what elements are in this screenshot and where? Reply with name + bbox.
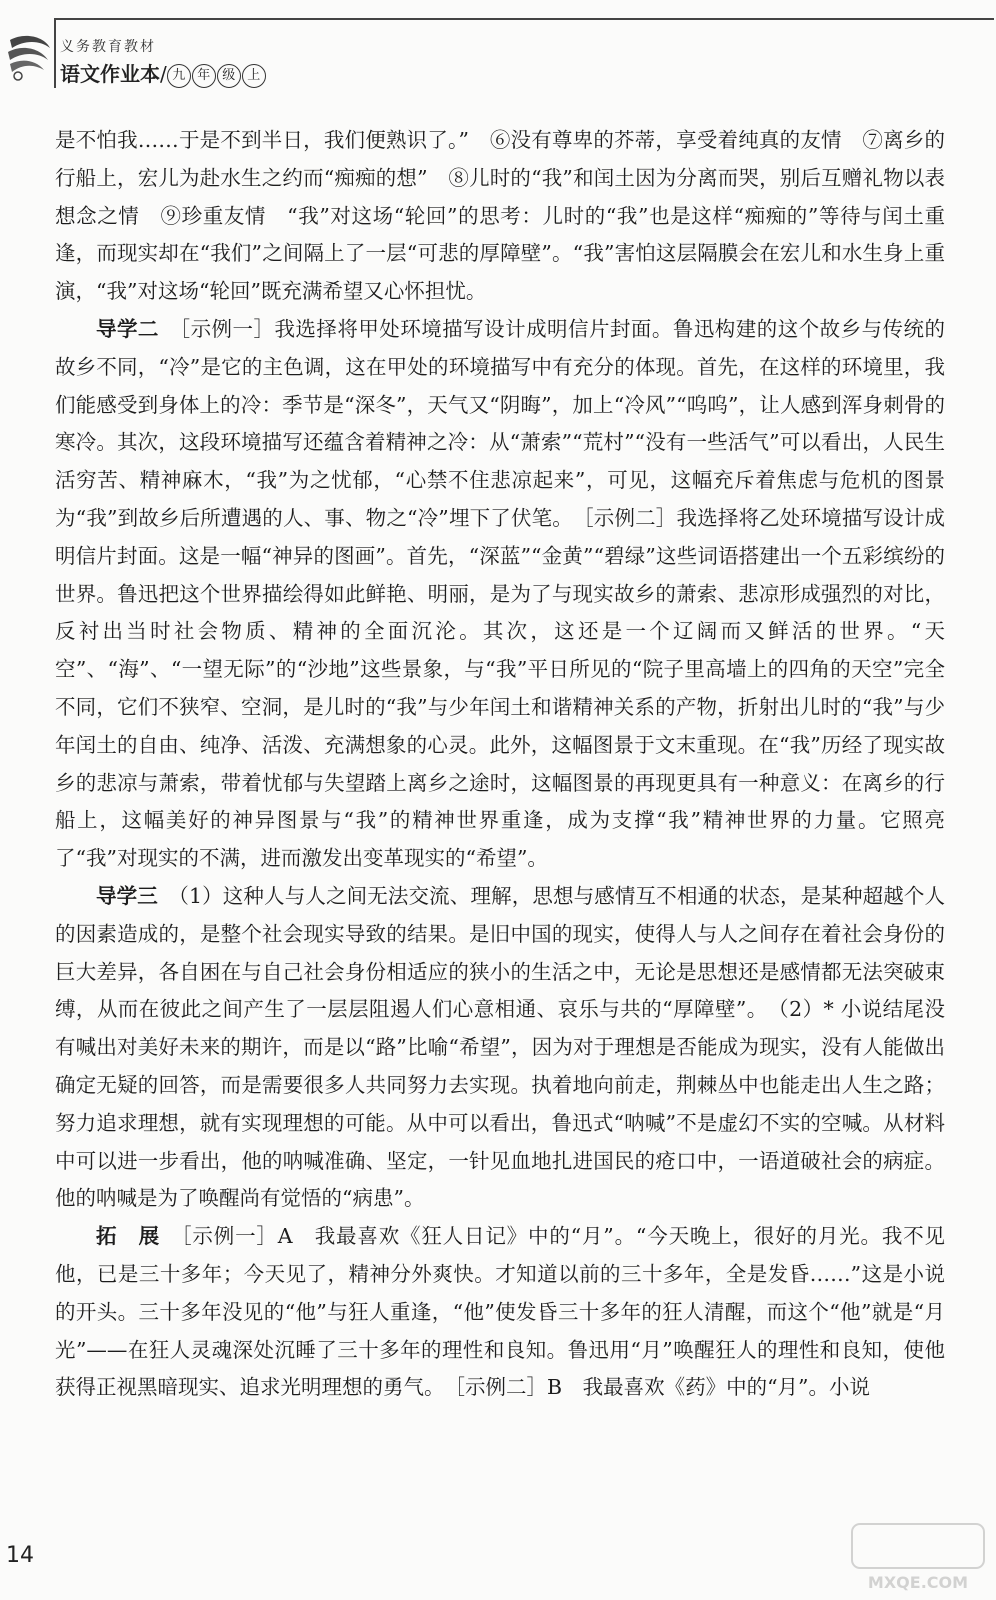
paragraph-extension <box>55 1218 945 1407</box>
series-title: 义务教育教材 <box>60 39 156 55</box>
paragraph-text: （1）这种人与人之间无法交流、理解，思想与感情互不相通的状态，是某种超越个人的因素造成的，是整个社会现实导致的结果。是旧中国的现实，使得人与人之间存在着社会身份的巨大差异，各自困在与自己社会身份相适应的狭小的生活之中，无论是思想还是感情都无法突破束缚，从而在彼此之间产生了一层层阻遏人们心意相通、哀乐与共的“厚障壁”。 （2）* 小说结尾没有喊出对美好未来的期许，而是以“路”比喻“希望”，因为对于理想是否能成为现实，没有人能做出确定无疑的回答，而是需要很多人共同努力去实现。执着地向前走，荆棘丛中也能走出人生之路；努力追求理想，就有实现理想的可能。从中可以看出，鲁迅式“呐喊”不是虚幻不实的空喊。从材料中可以进一步看出，他的呐喊准确、坚定，一针见血地扎进国民的疮口中，一语道破社会的病症。他的呐喊是为了唤醒尚有觉悟的“病患”。 <box>55 883 945 1211</box>
page-header <box>0 0 996 118</box>
grade-char: 上 <box>242 64 266 88</box>
page-number: 14 <box>6 1543 34 1568</box>
grade-char: 级 <box>217 64 241 88</box>
section-label: 导学三 <box>96 883 158 908</box>
grade-char: 九 <box>167 64 191 88</box>
paragraph-text: 是不怕我……于是不到半日，我们便熟识了。” ⑥没有尊卑的芥蒂，享受着纯真的友情 ⑦离乡的行船上，宏儿为赴水生之约而“痴痴的想” ⑧儿时的“我”和闰土因为分离而哭，别后互赠礼物以表想念之情 ⑨珍重友情 “我”对这场“轮回”的思考：儿时的“我”也是这样“痴痴的”等待与闰土重逢，而现实却在“我们”之间隔上了一层“可悲的厚障壁”。“我”害怕这层隔膜会在宏儿和水生身上重演，“我”对这场“轮回”既充满希望又心怀担忧。 <box>55 128 945 304</box>
publisher-logo-icon <box>4 30 56 86</box>
book-name: 语文作业本 <box>60 62 160 86</box>
paragraph-text: ［示例一］我选择将甲处环境描写设计成明信片封面。鲁迅构建的这个故乡与传统的故乡不同，“冷”是它的主色调，这在甲处的环境描写中有充分的体现。首先，在这样的环境里，我们能感受到身体上的冷：季节是“深冬”，天气又“阴晦”，加上“冷风”“呜呜”，让人感到浑身刺骨的寒冷。其次，这段环境描写还蕴含着精神之冷：从“萧索”“荒村”“没有一些活气”可以看出，人民生活穷苦、精神麻木，“我”为之忧郁，“心禁不住悲凉起来”，可见，这幅充斥着焦虑与危机的图景为“我”到故乡后所遭遇的人、事、物之“冷”埋下了伏笔。 ［示例二］我选择将乙处环境描写设计成明信片封面。这是一幅“神异的图画”。首先，“深蓝”“金黄”“碧绿”这些词语搭建出一个五彩缤纷的世界。鲁迅把这个世界描绘得如此鲜艳、明丽，是为了与现实故乡的萧索、悲凉形成强烈的对比，反衬出当时社会物质、精神的全面沉沦。其次，这还是一个辽阔而又鲜活的世界。“天空”、“海”、“一望无际”的“沙地”这些景象，与“我”平日所见的“院子里高墙上的四角的天空”完全不同，它们不狭窄、空洞，是儿时的“我”与少年闰土和谐精神关系的产物，折射出儿时的“我”与少年闰土的自由、纯净、活泼、充满想象的心灵。此外，这幅图景于文末重现。在“我”历经了现实故乡的悲凉与萧索，带着忧郁与失望踏上离乡之途时，这幅图景的再现更具有一种意义：在离乡的行船上，这幅美好的神异图景与“我”的精神世界重逢，成为支撑“我”精神世界的力量。它照亮了“我”对现实的不满，进而激发出变革现实的“希望”。 <box>55 316 945 871</box>
section-label: 拓 展 <box>96 1224 160 1249</box>
paragraph-guide-three <box>55 878 945 1218</box>
grade-char: 年 <box>192 64 216 88</box>
grade-badge <box>167 64 266 88</box>
header-rule <box>54 18 994 20</box>
book-title <box>60 58 266 88</box>
title-slash: / <box>160 62 167 86</box>
watermark-logo <box>848 1520 988 1596</box>
svg-text:MXQE.COM: MXQE.COM <box>867 1573 969 1592</box>
paragraph-text: ［示例一］A 我最喜欢《狂人日记》中的“月”。“今天晚上，很好的月光。我不见他，已是三十多年；今天见了，精神分外爽快。才知道以前的三十多年，全是发昏……”这是小说的开头。三十多年没见的“他”与狂人重逢，“他”使发昏三十多年的狂人清醒，而这个“他”就是“月光”——在狂人灵魂深处沉睡了三十多年的理性和良知。鲁迅用“月”唤醒狂人的理性和良知，使他获得正视黑暗现实、追求光明理想的勇气。 ［示例二］B 我最喜欢《药》中的“月”。小说 <box>55 1224 946 1400</box>
paragraph-continuation <box>55 122 945 311</box>
section-label: 导学二 <box>96 316 159 341</box>
paragraph-guide-two <box>55 311 945 878</box>
answer-content <box>55 122 945 1407</box>
